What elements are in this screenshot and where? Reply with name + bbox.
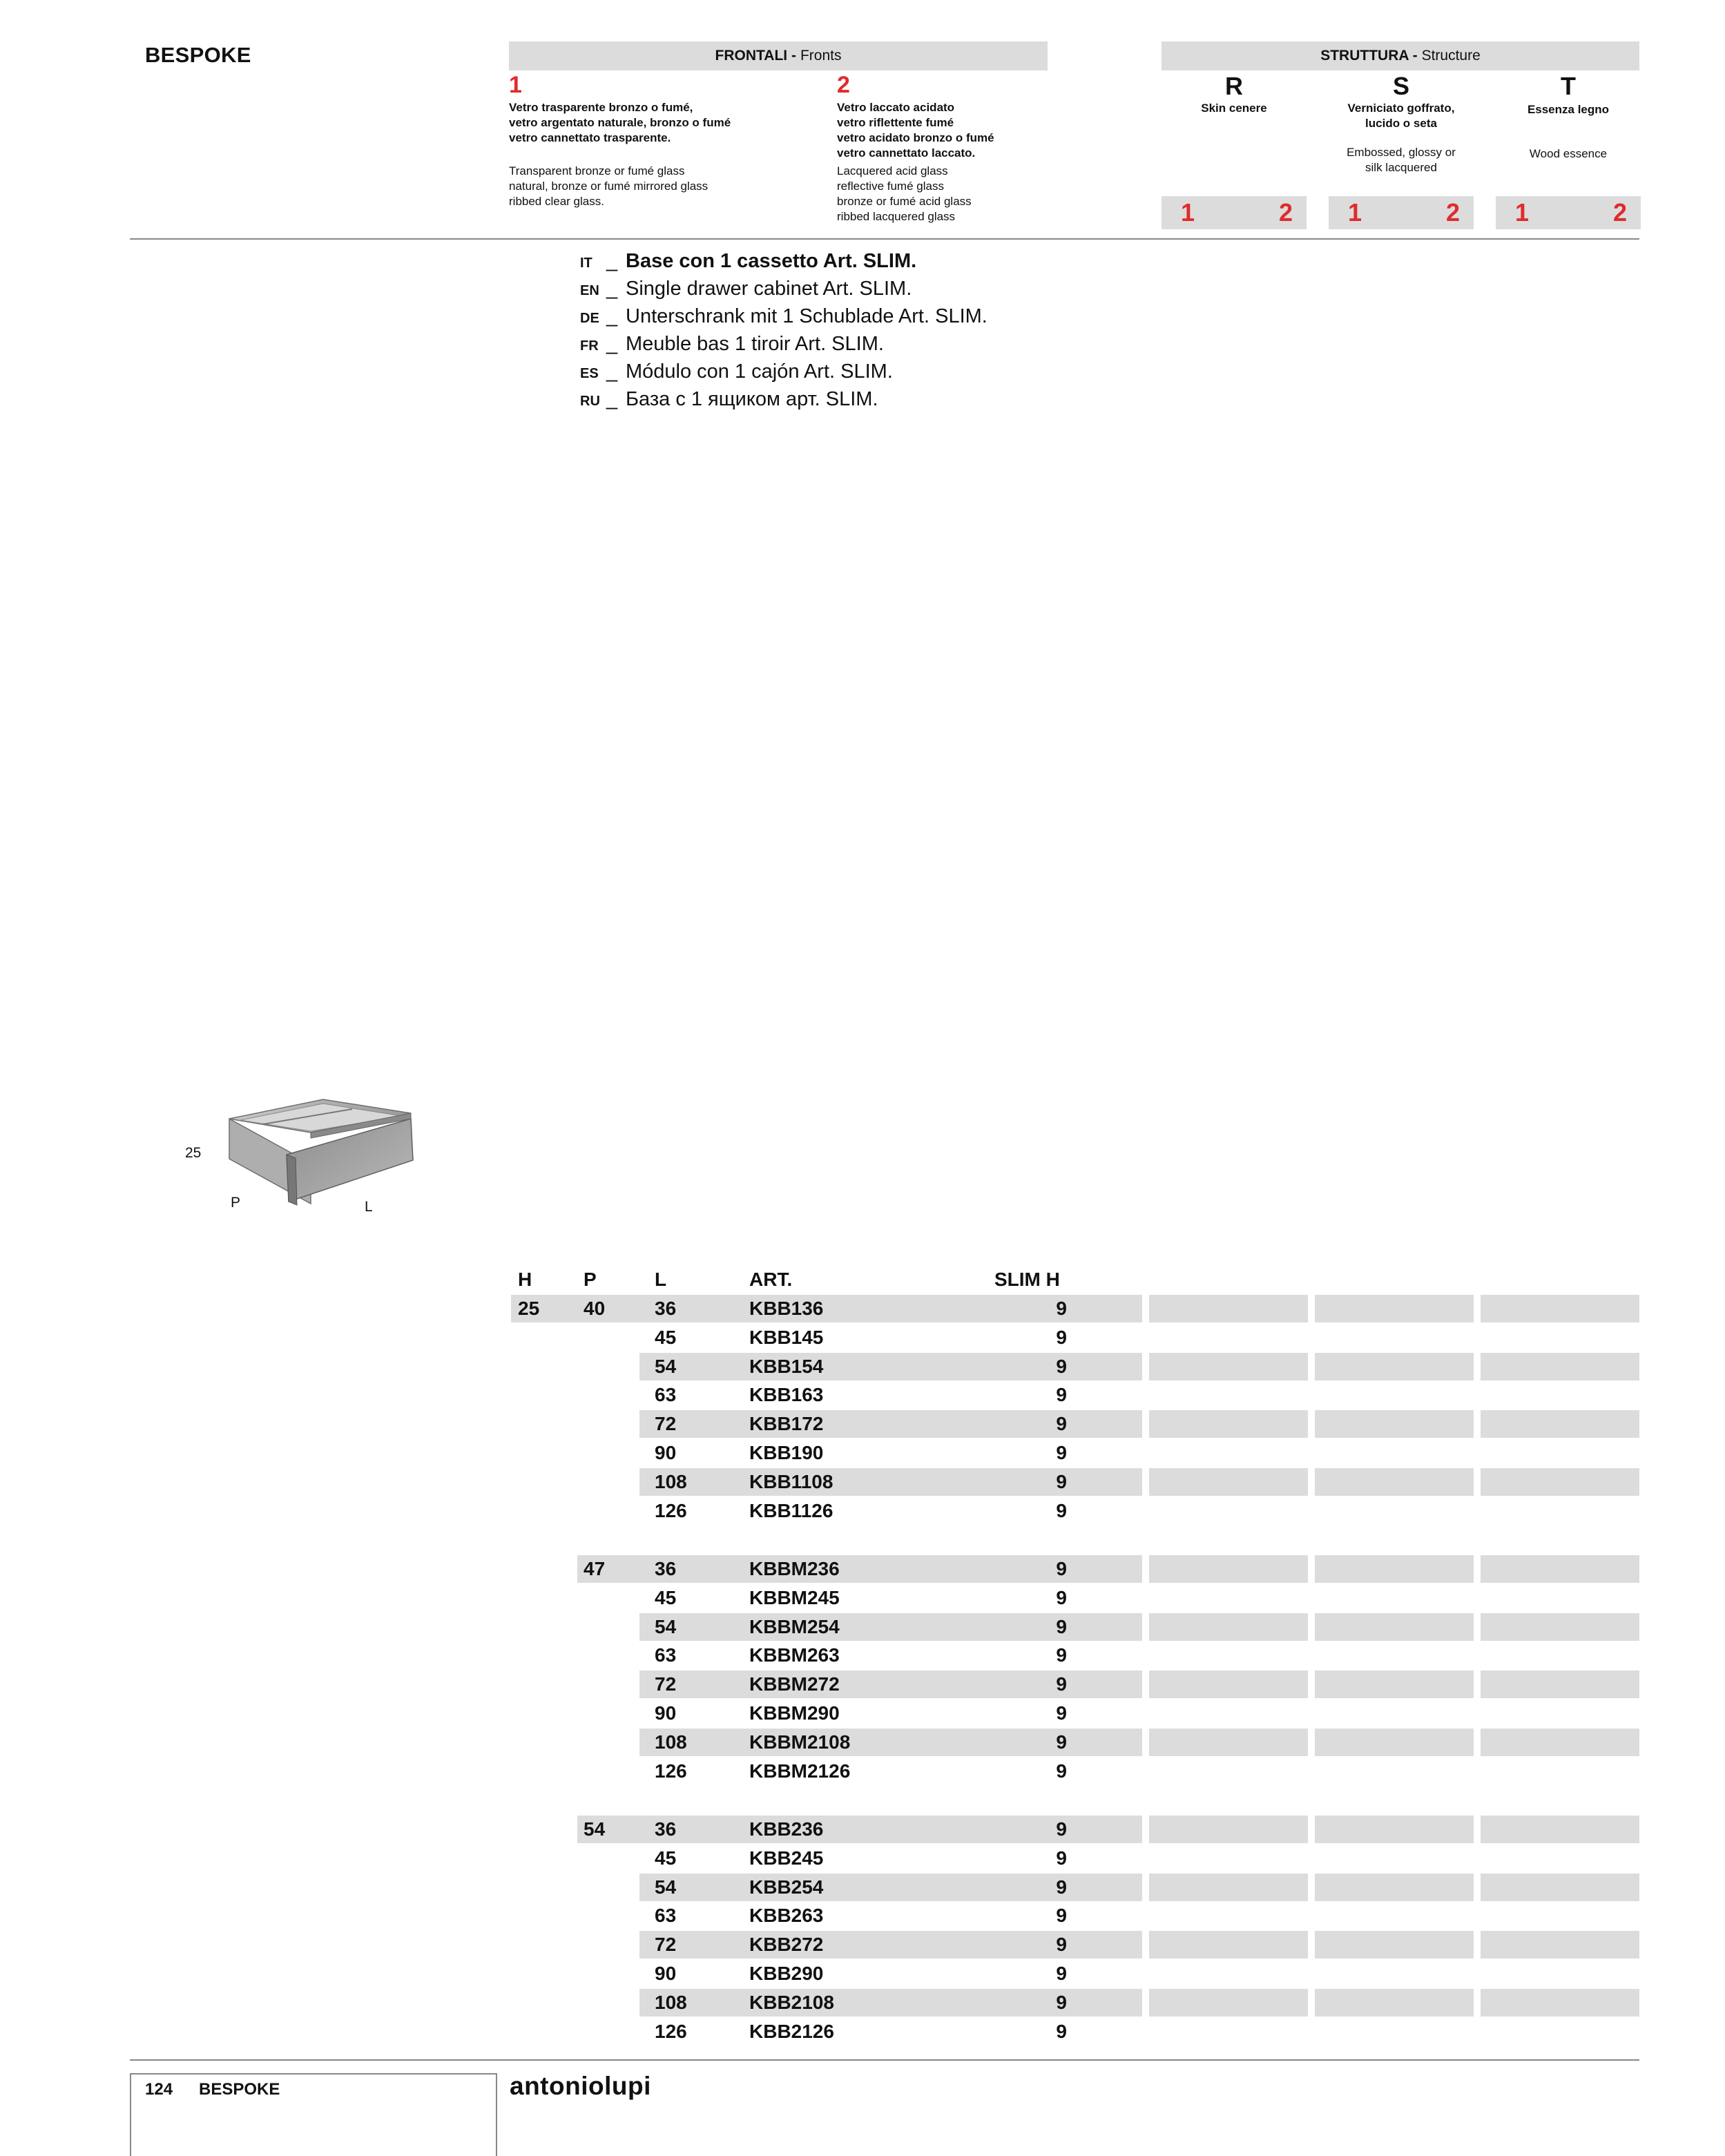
table-row [0,1874,1725,1901]
finish-band [1481,1613,1639,1641]
finish-band [1149,1353,1308,1380]
finish-band [1149,1931,1308,1958]
finish-band [1315,1295,1474,1322]
cell-art: KBB2108 [749,1991,834,2013]
finish-band [1315,1671,1474,1698]
finish-band [1149,1816,1308,1843]
cell-art: KBB163 [749,1384,824,1406]
front-option-1 [509,72,813,209]
lang-code: IT [580,256,592,271]
cell-l: 45 [655,1847,677,1869]
table-row [0,1671,1725,1698]
fronts-header-bold: FRONTALI - [715,48,796,64]
cell-slim-h: 9 [1056,1934,1067,1956]
cell-l: 90 [655,1442,677,1463]
lang-code: ES [580,366,599,381]
option-number: 2 [1278,198,1293,227]
front-option-2 [837,72,1141,224]
table-row [0,1468,1725,1496]
cell-slim-h: 9 [1056,1673,1067,1695]
description-text: Base con 1 cassetto Art. SLIM. [626,250,917,272]
cell-slim-h: 9 [1056,1413,1067,1435]
description-ru: RU _ База с 1 ящиком арт. SLIM. [580,388,878,410]
finish-band [1149,1989,1308,2017]
cell-slim-h: 9 [1056,1702,1067,1724]
cell-slim-h: 9 [1056,1731,1067,1753]
cell-p: 54 [584,1818,606,1840]
cell-l: 72 [655,1413,677,1435]
structure-t-options [1496,196,1641,229]
cell-slim-h: 9 [1056,1558,1067,1579]
table-row [0,1381,1725,1409]
footer-section: BESPOKE [199,2080,280,2099]
table-row [0,1555,1725,1583]
structure-option-r [1162,72,1307,116]
finish-band [1149,1468,1308,1496]
structure-en-line: silk lacquered [1365,161,1437,174]
table-row [0,1931,1725,1958]
cell-art: KBBM272 [749,1673,840,1695]
front-it-line: Vetro trasparente bronzo o fumé, [509,101,693,114]
cell-slim-h: 9 [1056,1615,1067,1637]
description-es: ES _ Módulo con 1 cajón Art. SLIM. [580,360,893,383]
finish-band [1481,1729,1639,1756]
finish-band [1481,1353,1639,1380]
table-row [0,1845,1725,1872]
structure-letter: T [1561,72,1576,100]
finish-band [1315,1874,1474,1901]
cell-l: 63 [655,1905,677,1927]
structure-it-line: Verniciato goffrato, [1347,102,1455,115]
table-row [0,1989,1725,2017]
cell-l: 72 [655,1934,677,1956]
finish-band [1315,1816,1474,1843]
front-number: 2 [837,72,850,98]
lang-code: FR [580,338,599,354]
finish-band [1315,1989,1474,2017]
cell-l: 36 [655,1558,677,1579]
cell-art: KBB263 [749,1905,824,1927]
table-row [0,1439,1725,1467]
drawer-drawing [221,1091,421,1215]
table-row [0,1353,1725,1380]
front-en-line: natural, bronze or fumé mirrored glass [509,180,709,193]
finish-band [1315,1729,1474,1756]
structure-it-line: lucido o seta [1365,117,1437,130]
cell-slim-h: 9 [1056,1384,1067,1406]
lang-code: DE [580,311,599,326]
footer-box [130,2073,497,2156]
table-row [0,1642,1725,1669]
cell-slim-h: 9 [1056,1499,1067,1521]
table-row [0,1584,1725,1612]
finish-band [1149,1555,1308,1583]
cell-art: KBB145 [749,1326,824,1348]
cell-l: 54 [655,1876,677,1898]
cell-art: KBB136 [749,1298,824,1319]
description-en: EN _ Single drawer cabinet Art. SLIM. [580,278,912,300]
cell-l: 63 [655,1644,677,1666]
cell-art: KBBM290 [749,1702,840,1724]
finish-band [1149,1613,1308,1641]
cell-l: 126 [655,1760,687,1782]
cell-slim-h: 9 [1056,1644,1067,1666]
cell-art: KBB254 [749,1876,824,1898]
front-it-line: vetro cannettato trasparente. [509,131,671,144]
cell-l: 36 [655,1298,677,1319]
cell-slim-h: 9 [1056,1298,1067,1319]
option-number: 1 [1515,198,1530,227]
col-header-art: ART. [749,1269,793,1290]
front-en-line: Transparent bronze or fumé glass [509,164,685,177]
finish-band [1481,1874,1639,1901]
cell-art: KBBM2126 [749,1760,851,1782]
description-text: Módulo con 1 cajón Art. SLIM. [626,360,893,383]
description-it: IT _ Base con 1 cassetto Art. SLIM. [580,250,917,272]
cell-art: KBB190 [749,1442,824,1463]
description-de: DE _ Unterschrank mit 1 Schublade Art. SLIM. [580,305,987,327]
finish-band [1481,1555,1639,1583]
cell-art: KBB1108 [749,1470,833,1492]
front-it-line: vetro argentato naturale, bronzo o fumé [509,116,731,129]
height-dimension-label: 25 [185,1145,202,1161]
cell-slim-h: 9 [1056,1847,1067,1869]
finish-band [1481,1410,1639,1438]
structure-header-bar [1162,41,1639,70]
col-header-h: H [518,1269,532,1290]
structure-en-line: Wood essence [1529,147,1608,160]
cell-l: 108 [655,1470,687,1492]
front-en-line: bronze or fumé acid glass [837,195,972,208]
cell-art: KBB172 [749,1413,824,1435]
finish-band [1315,1931,1474,1958]
brand-logo: antoniolupi [510,2072,651,2100]
cell-art: KBBM236 [749,1558,840,1579]
cell-art: KBB272 [749,1934,824,1956]
finish-band [1315,1555,1474,1583]
structure-letter: R [1225,72,1243,100]
cell-art: KBB1126 [749,1499,833,1521]
cell-slim-h: 9 [1056,1760,1067,1782]
table-row [0,1960,1725,1987]
option-number: 2 [1445,198,1460,227]
table-row [0,1902,1725,1929]
description-fr: FR _ Meuble bas 1 tiroir Art. SLIM. [580,333,884,355]
cell-art: KBB154 [749,1355,824,1377]
cell-slim-h: 9 [1056,1905,1067,1927]
finish-band [1149,1410,1308,1438]
cell-l: 63 [655,1384,677,1406]
cell-art: KBB2126 [749,2020,834,2042]
structure-it-line: Essenza legno [1527,103,1610,116]
fronts-header-normal: Fronts [800,48,842,64]
cell-art: KBBM2108 [749,1731,851,1753]
finish-band [1315,1468,1474,1496]
structure-option-t [1496,72,1641,162]
finish-band [1149,1729,1308,1756]
front-it-line: vetro riflettente fumé [837,116,954,129]
cell-l: 90 [655,1963,677,1984]
finish-band [1481,1989,1639,2017]
cell-art: KBB290 [749,1963,824,1984]
cell-l: 90 [655,1702,677,1724]
description-text: Unterschrank mit 1 Schublade Art. SLIM. [626,305,987,327]
table-row [0,1410,1725,1438]
cell-slim-h: 9 [1056,1326,1067,1348]
finish-band [1315,1353,1474,1380]
cell-l: 36 [655,1818,677,1840]
table-row [0,1700,1725,1727]
front-en-line: Lacquered acid glass [837,164,948,177]
footer-divider [130,2059,1639,2061]
drawer-illustration [221,1091,421,1215]
col-header-l: L [655,1269,667,1290]
finish-band [1481,1671,1639,1698]
cell-art: KBBM263 [749,1644,840,1666]
cell-art: KBBM254 [749,1615,840,1637]
width-dimension-label: L [365,1199,373,1215]
cell-slim-h: 9 [1056,1586,1067,1608]
cell-l: 72 [655,1673,677,1695]
cell-l: 54 [655,1615,677,1637]
finish-band [1481,1468,1639,1496]
table-row [0,1758,1725,1785]
structure-option-s [1329,72,1474,175]
cell-slim-h: 9 [1056,1355,1067,1377]
cell-art: KBB236 [749,1818,824,1840]
structure-s-options [1329,196,1474,229]
cell-art: KBBM245 [749,1586,840,1608]
finish-band [1481,1295,1639,1322]
finish-band [1315,1613,1474,1641]
col-header-p: P [584,1269,597,1290]
option-number: 1 [1348,198,1362,227]
front-en-line: ribbed lacquered glass [837,210,956,223]
cell-l: 126 [655,1499,687,1521]
lang-code: EN [580,283,599,298]
front-it-line: vetro cannettato laccato. [837,146,976,160]
page-number: 124 [145,2080,173,2099]
depth-dimension-label: P [231,1195,241,1211]
section-title: BESPOKE [145,43,251,67]
structure-header-normal: Structure [1421,48,1481,64]
finish-band [1481,1931,1639,1958]
front-en-line: ribbed clear glass. [509,195,604,208]
cell-art: KBB245 [749,1847,824,1869]
option-number: 2 [1612,198,1627,227]
cell-slim-h: 9 [1056,1470,1067,1492]
front-number: 1 [509,72,522,98]
finish-band [1149,1671,1308,1698]
finish-band [1481,1816,1639,1843]
cell-slim-h: 9 [1056,1963,1067,1984]
front-en-line: reflective fumé glass [837,180,944,193]
table-row [0,2018,1725,2046]
cell-l: 45 [655,1326,677,1348]
finish-band [1149,1874,1308,1901]
cell-slim-h: 9 [1056,1442,1067,1463]
cell-l: 108 [655,1731,687,1753]
cell-l: 126 [655,2020,687,2042]
table-row [0,1816,1725,1843]
table-row [0,1324,1725,1351]
structure-en-line: Embossed, glossy or [1347,146,1456,159]
cell-p: 47 [584,1558,606,1579]
cell-h: 25 [518,1298,540,1319]
table-row [0,1295,1725,1322]
header-divider [130,238,1639,240]
cell-slim-h: 9 [1056,1818,1067,1840]
structure-header-bold: STRUTTURA - [1320,48,1418,64]
finish-band [1149,1295,1308,1322]
lang-code: RU [580,394,600,409]
cell-l: 45 [655,1586,677,1608]
cell-slim-h: 9 [1056,2020,1067,2042]
cell-slim-h: 9 [1056,1991,1067,2013]
table-row [0,1613,1725,1641]
fronts-header-bar [509,41,1048,70]
structure-r-options [1162,196,1307,229]
cell-l: 54 [655,1355,677,1377]
cell-slim-h: 9 [1056,1876,1067,1898]
option-number: 1 [1181,198,1195,227]
description-text: Meuble bas 1 tiroir Art. SLIM. [626,333,884,355]
description-text: База с 1 ящиком арт. SLIM. [626,388,878,410]
table-row [0,1729,1725,1756]
col-header-slim-h: SLIM H [994,1269,1060,1290]
front-it-line: Vetro laccato acidato [837,101,955,114]
table-row [0,1497,1725,1525]
cell-l: 108 [655,1991,687,2013]
front-it-line: vetro acidato bronzo o fumé [837,131,994,144]
description-text: Single drawer cabinet Art. SLIM. [626,278,912,300]
structure-it-line: Skin cenere [1201,102,1267,115]
cell-p: 40 [584,1298,606,1319]
structure-letter: S [1392,72,1409,100]
finish-band [1315,1410,1474,1438]
